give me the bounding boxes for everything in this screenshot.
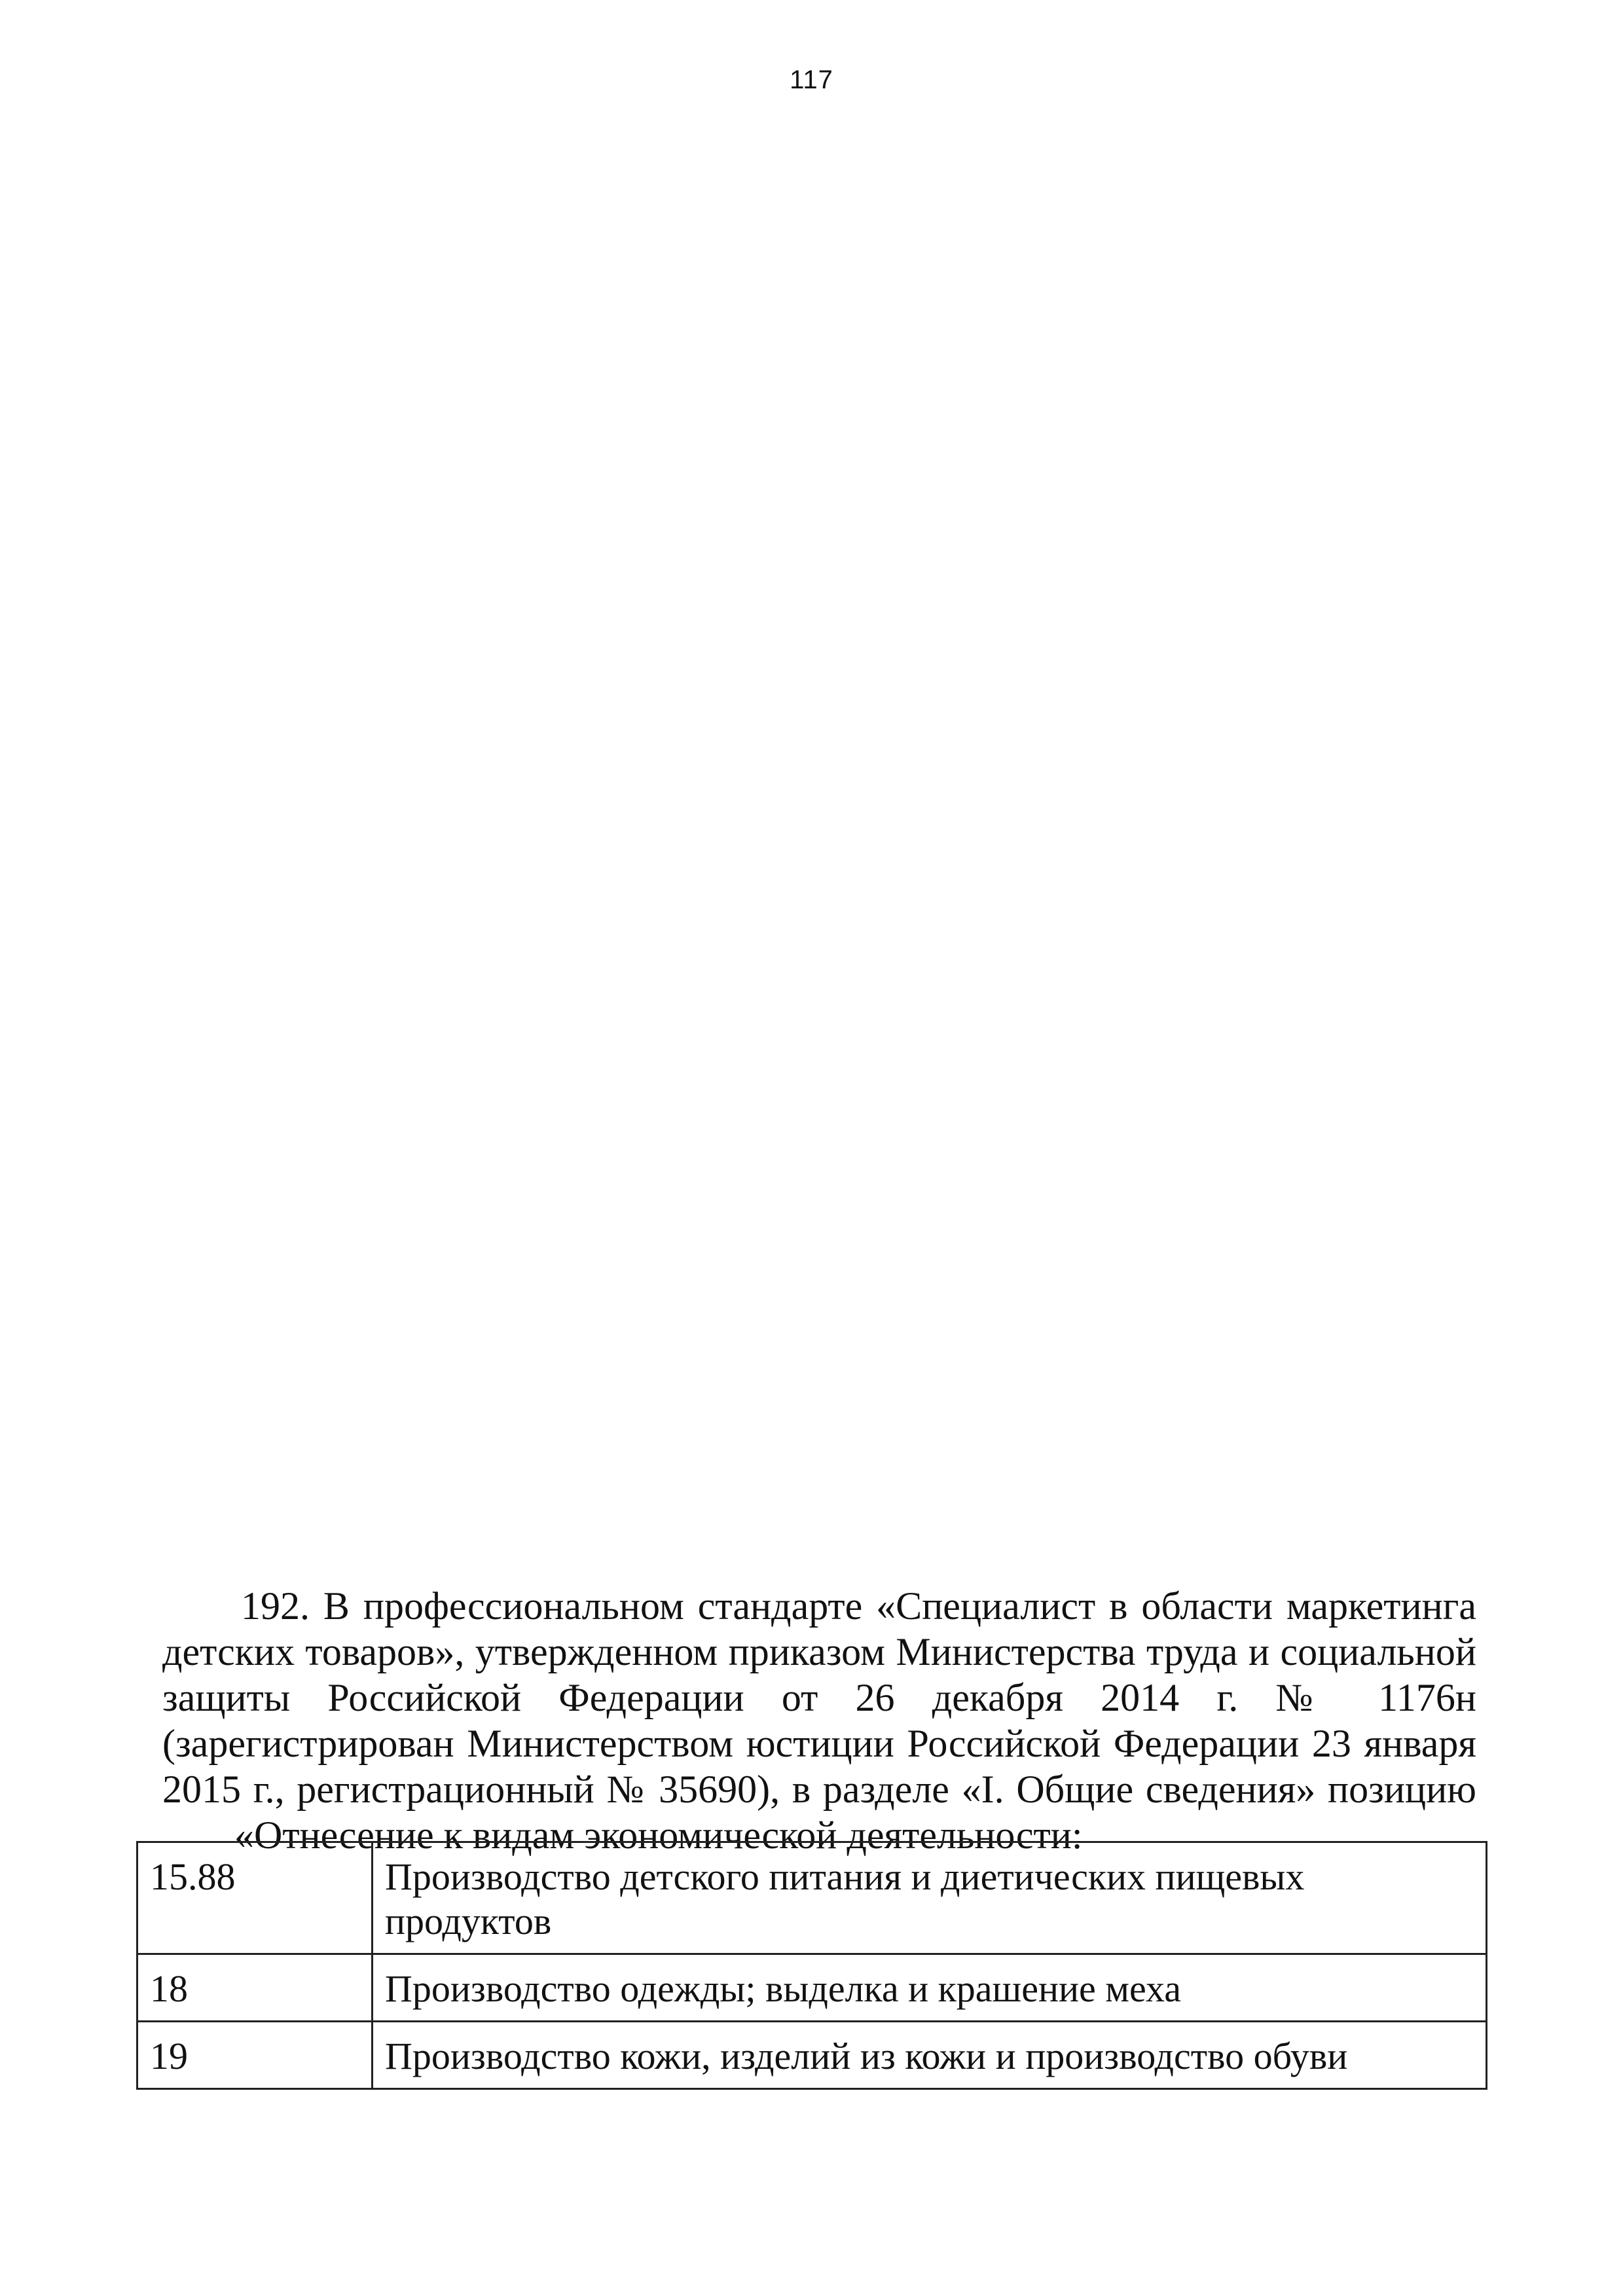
amendment-paragraph bbox=[162, 1583, 1476, 1858]
economic-activity-table bbox=[136, 1841, 1487, 2090]
paragraph-line: 192. В профессиональном стандарте «Специалист в области маркетинга bbox=[241, 1584, 1476, 1628]
activity-description-cell: Производство детского питания и диетических пищевых продуктов bbox=[373, 1842, 1487, 1954]
activity-code-cell: 18 bbox=[137, 1954, 373, 2022]
paragraph-line: (зарегистрирован Министерством юстиции Российской Федерации 23 января bbox=[162, 1722, 1476, 1765]
paragraph-line: «Отнесение к видам экономической деятельности: bbox=[234, 1813, 1083, 1857]
paragraph-line: защиты Российской Федерации от 26 декабря 2014 г. № 1176н bbox=[162, 1676, 1476, 1719]
activity-code-cell: 19 bbox=[137, 2022, 373, 2089]
table-row bbox=[137, 2022, 1487, 2089]
activity-code-cell: 15.88 bbox=[137, 1842, 373, 1954]
page-number: 117 bbox=[790, 65, 833, 94]
activity-description-cell: Производство кожи, изделий из кожи и производство обуви bbox=[373, 2022, 1487, 2089]
paragraph-line: 2015 г., регистрационный № 35690), в разделе «I. Общие сведения» позицию bbox=[162, 1768, 1476, 1811]
activity-description-cell: Производство одежды; выделка и крашение меха bbox=[373, 1954, 1487, 2022]
paragraph-line: детских товаров», утвержденном приказом Министерства труда и социальной bbox=[162, 1630, 1476, 1673]
table-row bbox=[137, 1842, 1487, 1954]
table-row bbox=[137, 1954, 1487, 2022]
